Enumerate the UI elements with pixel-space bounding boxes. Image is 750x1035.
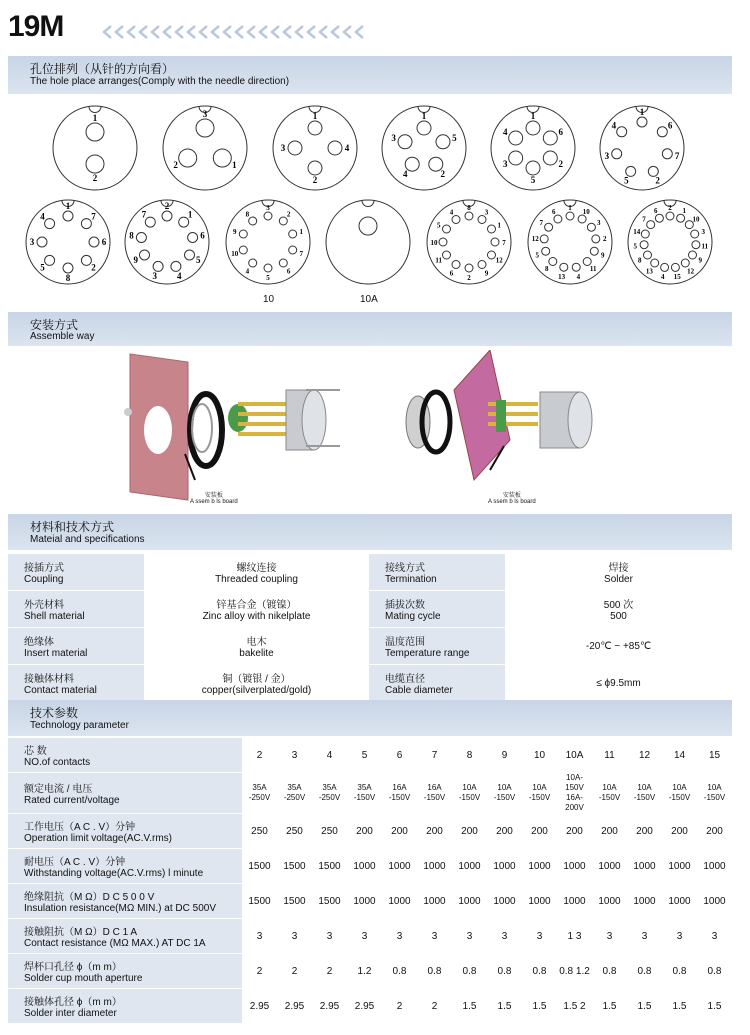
- section-title-en: Assemble way: [30, 331, 95, 342]
- svg-text:7: 7: [91, 211, 96, 222]
- svg-text:7: 7: [299, 249, 304, 258]
- tech-row: [8, 919, 732, 954]
- tech-table: [8, 738, 732, 1024]
- assembly-board-label-right: 安装板 A ssem b ls board: [488, 493, 536, 505]
- tech-value: 0.8: [592, 954, 627, 989]
- spec-value: ≤ ϕ9.5mm: [505, 665, 732, 702]
- tech-value: 1000: [627, 849, 662, 884]
- tech-value: 200: [557, 814, 592, 849]
- pin-layout-2-3: [224, 198, 312, 291]
- svg-text:3: 3: [29, 237, 35, 247]
- svg-text:2: 2: [312, 175, 318, 185]
- svg-text:7: 7: [674, 151, 680, 161]
- svg-text:15: 15: [673, 273, 681, 282]
- pin-layout-2-6: [526, 198, 614, 291]
- tech-value: 10A -150V: [487, 773, 522, 814]
- tech-value: 8: [452, 738, 487, 773]
- tech-value: 12: [627, 738, 662, 773]
- tech-value: 1500: [312, 849, 347, 884]
- tech-value: 10A -150V: [627, 773, 662, 814]
- section-material: [8, 514, 732, 550]
- tech-value: 1.5: [697, 989, 732, 1024]
- tech-value: 200: [592, 814, 627, 849]
- pin-layout-2-5: [425, 198, 513, 291]
- svg-text:10: 10: [231, 249, 239, 258]
- tech-value: 3: [592, 919, 627, 954]
- svg-text:6: 6: [286, 267, 291, 276]
- tech-value: 3: [627, 919, 662, 954]
- tech-value: 2: [312, 954, 347, 989]
- tech-value: 200: [382, 814, 417, 849]
- svg-text:4: 4: [611, 120, 617, 131]
- tech-value: 3: [452, 919, 487, 954]
- tech-value: 3: [417, 919, 452, 954]
- pin-layout-2-2: [123, 198, 211, 291]
- spec-value: 500 次 500: [505, 591, 732, 628]
- tech-param-label: 工作电压（A C . V）分钟 Operation limit voltage(AC.V.rms): [8, 814, 242, 849]
- tech-value: 3: [277, 919, 312, 954]
- tech-param-label: 焊杯口孔径 ϕ（m m） Solder cup mouth aperture: [8, 954, 242, 989]
- svg-text:1: 1: [421, 111, 427, 121]
- svg-text:12: 12: [531, 234, 539, 243]
- pin-layout-2-7: [626, 198, 714, 291]
- tech-value: 200: [452, 814, 487, 849]
- tech-value: 35A -250V: [277, 773, 312, 814]
- assembly-illustration-right: [400, 350, 620, 510]
- tech-value: 200: [347, 814, 382, 849]
- svg-text:8: 8: [65, 273, 71, 283]
- svg-text:8: 8: [129, 230, 134, 241]
- svg-text:3: 3: [597, 219, 601, 228]
- svg-text:4: 4: [660, 273, 665, 282]
- tech-value: 35A -150V: [347, 773, 382, 814]
- svg-text:7: 7: [502, 239, 506, 247]
- tech-value: 1.5: [452, 989, 487, 1024]
- svg-text:6: 6: [551, 208, 556, 216]
- tech-value: 250: [312, 814, 347, 849]
- tech-value: 1000: [662, 849, 697, 884]
- tech-value: 10A -150V: [522, 773, 557, 814]
- section-hole-arrangement: [8, 56, 732, 94]
- tech-value: 250: [242, 814, 277, 849]
- tech-value: 1000: [627, 884, 662, 919]
- svg-text:8: 8: [245, 210, 250, 219]
- svg-text:2: 2: [655, 175, 660, 186]
- spec-value: 锌基合金（镀镍） Zinc alloy with nikelplate: [144, 591, 369, 628]
- tech-row: [8, 738, 732, 773]
- svg-text:3: 3: [391, 133, 396, 144]
- svg-text:2: 2: [286, 210, 291, 219]
- tech-value: 9: [487, 738, 522, 773]
- tech-value: 1.5: [627, 989, 662, 1024]
- svg-text:4: 4: [503, 127, 508, 137]
- svg-text:5: 5: [633, 242, 637, 251]
- section-title-en: Mateial and specifications: [30, 534, 145, 545]
- svg-text:9: 9: [232, 228, 237, 237]
- tech-value: 1000: [487, 884, 522, 919]
- pin-layout-2-4: [324, 198, 412, 291]
- spec-label: 外壳材料 Shell material: [8, 591, 144, 628]
- tech-value: 3: [277, 738, 312, 773]
- svg-text:11: 11: [701, 242, 709, 251]
- tech-value: 0.8: [522, 954, 557, 989]
- spec-value: 铜（镀银 / 金） copper(silverplated/gold): [144, 665, 369, 702]
- tech-row: [8, 954, 732, 989]
- assembly-board-label-left: 安装板 A ssem b ls board: [190, 493, 238, 505]
- tech-value: 1000: [452, 884, 487, 919]
- spec-row: [8, 665, 732, 702]
- pin-layout-1-3: [271, 104, 359, 197]
- tech-value: 200: [697, 814, 732, 849]
- svg-text:3: 3: [484, 208, 489, 217]
- tech-value: 1000: [347, 849, 382, 884]
- svg-text:1: 1: [299, 228, 304, 237]
- tech-value: 7: [417, 738, 452, 773]
- tech-value: 1 3: [557, 919, 592, 954]
- tech-value: 0.8: [627, 954, 662, 989]
- tech-value: 1000: [417, 849, 452, 884]
- tech-value: 4: [312, 738, 347, 773]
- tech-value: 3: [242, 919, 277, 954]
- svg-text:2: 2: [668, 204, 672, 212]
- section-title-cn: 技术参数: [30, 706, 79, 720]
- svg-text:3: 3: [152, 270, 157, 281]
- svg-text:1: 1: [232, 160, 237, 170]
- svg-text:6: 6: [654, 207, 658, 215]
- svg-text:9: 9: [698, 256, 703, 265]
- spec-row: [8, 591, 732, 628]
- tech-value: 0.8: [417, 954, 452, 989]
- tech-value: 3: [487, 919, 522, 954]
- svg-text:6: 6: [667, 120, 673, 131]
- tech-value: 2: [277, 954, 312, 989]
- spec-label: 绝缘体 Insert material: [8, 628, 144, 665]
- tech-value: 1500: [312, 884, 347, 919]
- svg-text:7: 7: [642, 215, 646, 224]
- svg-text:5: 5: [452, 133, 457, 144]
- tech-value: 200: [522, 814, 557, 849]
- tech-param-label: 接触体孔径 ϕ（m m） Solder inter diameter: [8, 989, 242, 1024]
- spec-label: 接线方式 Termination: [369, 554, 505, 591]
- tech-value: 0.8: [662, 954, 697, 989]
- svg-text:12: 12: [495, 256, 503, 265]
- svg-text:2: 2: [164, 201, 170, 211]
- svg-text:1: 1: [682, 207, 686, 215]
- section-title-en: Technology parameter: [30, 720, 129, 731]
- svg-text:4: 4: [245, 267, 250, 276]
- tech-value: 16A -150V: [417, 773, 452, 814]
- tech-value: 1.5 2: [557, 989, 592, 1024]
- svg-text:5: 5: [40, 262, 45, 273]
- svg-text:13: 13: [645, 267, 653, 276]
- chevron-decoration: [100, 24, 370, 40]
- tech-value: 3: [522, 919, 557, 954]
- svg-text:4: 4: [40, 211, 45, 222]
- section-title-en: The hole place arranges(Comply with the needle direction): [30, 76, 290, 87]
- svg-text:10: 10: [582, 208, 590, 216]
- spec-value: 螺纹连接 Threaded coupling: [144, 554, 369, 591]
- tech-row: [8, 884, 732, 919]
- tech-value: 0.8: [382, 954, 417, 989]
- tech-value: 1.2: [347, 954, 382, 989]
- svg-text:1: 1: [530, 111, 536, 121]
- svg-text:3: 3: [701, 228, 706, 237]
- tech-value: 3: [312, 919, 347, 954]
- tech-value: 2: [242, 954, 277, 989]
- tech-value: 10A -150V: [662, 773, 697, 814]
- pin-layouts: [0, 96, 750, 311]
- spec-value: 焊接 Solder: [505, 554, 732, 591]
- svg-text:4: 4: [344, 143, 350, 153]
- tech-value: 11: [592, 738, 627, 773]
- tech-value: 1.5: [522, 989, 557, 1024]
- svg-text:4: 4: [449, 208, 454, 217]
- section-title-cn: 孔位排列（从针的方向看）: [30, 62, 175, 76]
- svg-text:1: 1: [639, 107, 645, 117]
- tech-row: [8, 773, 732, 814]
- tech-value: 1000: [347, 884, 382, 919]
- pin-layout-1-2: [161, 104, 249, 197]
- tech-param-label: 芯 数 NO.of contacts: [8, 738, 242, 773]
- tech-value: 1000: [697, 884, 732, 919]
- svg-text:1: 1: [65, 201, 71, 211]
- svg-text:11: 11: [435, 256, 443, 265]
- tech-value: 0.8: [452, 954, 487, 989]
- tech-value: 1000: [697, 849, 732, 884]
- tech-value: 0.8 1.2: [557, 954, 592, 989]
- tech-value: 1000: [382, 884, 417, 919]
- tech-value: 2.95: [312, 989, 347, 1024]
- pin-layout-2-1: [24, 198, 112, 291]
- spec-row: [8, 628, 732, 665]
- tech-value: 10A -150V: [452, 773, 487, 814]
- tech-value: 10A-150V 16A-200V: [557, 773, 592, 814]
- tech-value: 1000: [452, 849, 487, 884]
- svg-text:11: 11: [589, 265, 597, 274]
- tech-value: 3: [662, 919, 697, 954]
- tech-value: 250: [277, 814, 312, 849]
- svg-text:12: 12: [687, 267, 695, 276]
- pin-layout-1-6: [598, 104, 686, 197]
- tech-value: 3: [347, 919, 382, 954]
- tech-value: 0.8: [697, 954, 732, 989]
- tech-value: 1500: [242, 849, 277, 884]
- svg-text:5: 5: [195, 255, 201, 265]
- svg-text:9: 9: [600, 251, 605, 260]
- svg-text:1: 1: [568, 204, 572, 212]
- tech-value: 1500: [277, 884, 312, 919]
- spec-label: 插拔次数 Mating cycle: [369, 591, 505, 628]
- svg-text:1: 1: [497, 221, 502, 230]
- tech-value: 1000: [557, 849, 592, 884]
- svg-text:5: 5: [266, 274, 270, 282]
- svg-text:9: 9: [484, 269, 489, 278]
- tech-value: 2: [382, 989, 417, 1024]
- spec-value: 电木 bakelite: [144, 628, 369, 665]
- svg-text:1: 1: [92, 113, 98, 123]
- svg-text:4: 4: [576, 273, 581, 281]
- svg-text:7: 7: [141, 209, 147, 220]
- tech-row: [8, 849, 732, 884]
- tech-value: 35A -250V: [242, 773, 277, 814]
- svg-text:3: 3: [280, 143, 286, 153]
- tech-value: 1000: [557, 884, 592, 919]
- tech-param-label: 接触阻抗（M Ω）D C 1 A Contact resistance (MΩ MAX.) AT DC 1A: [8, 919, 242, 954]
- section-assemble: [8, 312, 732, 346]
- tech-value: 15: [697, 738, 732, 773]
- tech-value: 35A -250V: [312, 773, 347, 814]
- tech-value: 200: [487, 814, 522, 849]
- svg-text:8: 8: [637, 256, 642, 265]
- spec-value: -20℃ ~ +85℃: [505, 628, 732, 665]
- tech-value: 1500: [277, 849, 312, 884]
- svg-text:6: 6: [449, 269, 454, 278]
- tech-value: 1000: [417, 884, 452, 919]
- tech-value: 2.95: [277, 989, 312, 1024]
- svg-text:3: 3: [202, 109, 208, 119]
- tech-value: 5: [347, 738, 382, 773]
- svg-text:3: 3: [503, 159, 508, 169]
- svg-text:2: 2: [440, 168, 446, 179]
- svg-text:2: 2: [467, 274, 471, 282]
- svg-text:7: 7: [539, 219, 543, 228]
- svg-text:5: 5: [624, 175, 629, 186]
- tech-value: 1.5: [487, 989, 522, 1024]
- tech-value: 3: [382, 919, 417, 954]
- tech-value: 1500: [242, 884, 277, 919]
- svg-text:5: 5: [535, 251, 540, 260]
- pin-layout-1-5: [489, 104, 577, 197]
- svg-text:8: 8: [545, 265, 549, 274]
- section-title-cn: 安装方式: [30, 318, 79, 332]
- svg-text:6: 6: [200, 230, 205, 241]
- svg-text:10: 10: [692, 215, 700, 224]
- svg-text:4: 4: [402, 168, 408, 179]
- tech-value: 10: [522, 738, 557, 773]
- svg-text:2: 2: [91, 262, 96, 273]
- svg-text:2: 2: [92, 173, 98, 183]
- tech-row: [8, 814, 732, 849]
- tech-value: 2.95: [242, 989, 277, 1024]
- tech-value: 1000: [487, 849, 522, 884]
- spec-label: 接插方式 Coupling: [8, 554, 144, 591]
- tech-value: 6: [382, 738, 417, 773]
- tech-param-label: 额定电流 / 电压 Rated current/voltage: [8, 773, 242, 814]
- assembly-illustration-left: [110, 350, 350, 510]
- tech-value: 2.95: [347, 989, 382, 1024]
- spec-row: [8, 554, 732, 591]
- svg-text:5: 5: [436, 221, 441, 230]
- svg-text:8: 8: [467, 204, 471, 212]
- svg-text:3: 3: [604, 151, 610, 161]
- tech-value: 1000: [662, 884, 697, 919]
- svg-text:14: 14: [633, 228, 641, 237]
- spec-table: [8, 554, 732, 702]
- svg-text:5: 5: [530, 175, 536, 185]
- tech-row: [8, 989, 732, 1024]
- tech-value: 200: [662, 814, 697, 849]
- spec-label: 接触体材料 Contact material: [8, 665, 144, 702]
- svg-text:13: 13: [558, 273, 566, 281]
- spec-label: 电缆直径 Cable diameter: [369, 665, 505, 702]
- tech-value: 1.5: [592, 989, 627, 1024]
- spec-label: 温度范围 Temperature range: [369, 628, 505, 665]
- tech-param-label: 绝缘阻抗（M Ω）D C 5 0 0 V Insulation resistance(MΩ MIN.) at DC 500V: [8, 884, 242, 919]
- svg-text:1: 1: [187, 209, 193, 220]
- layout-caption-10: 10: [263, 294, 275, 305]
- page-title: 19M: [8, 10, 64, 43]
- tech-value: 1000: [592, 884, 627, 919]
- svg-text:1: 1: [312, 111, 318, 121]
- tech-value: 10A -150V: [697, 773, 732, 814]
- tech-value: 2: [417, 989, 452, 1024]
- svg-text:2: 2: [173, 160, 178, 170]
- svg-text:9: 9: [133, 255, 139, 265]
- section-title-cn: 材料和技术方式: [30, 520, 115, 534]
- svg-text:3: 3: [266, 204, 270, 212]
- tech-value: 0.8: [487, 954, 522, 989]
- svg-text:6: 6: [558, 127, 563, 137]
- layout-caption-10a: 10A: [360, 294, 378, 305]
- tech-value: 1000: [382, 849, 417, 884]
- section-tech: [8, 700, 732, 736]
- tech-value: 10A -150V: [592, 773, 627, 814]
- tech-value: 1.5: [662, 989, 697, 1024]
- tech-value: 1000: [522, 849, 557, 884]
- tech-value: 200: [627, 814, 662, 849]
- svg-text:2: 2: [602, 234, 607, 243]
- tech-value: 14: [662, 738, 697, 773]
- svg-text:6: 6: [101, 237, 107, 247]
- tech-param-label: 耐电压（A C . V）分钟 Withstanding voltage(AC.V.rms) l minute: [8, 849, 242, 884]
- svg-text:10: 10: [430, 239, 438, 247]
- pin-layout-1-1: [51, 104, 139, 197]
- tech-value: 16A -150V: [382, 773, 417, 814]
- pin-layout-1-4: [380, 104, 468, 197]
- tech-value: 1000: [592, 849, 627, 884]
- tech-value: 2: [242, 738, 277, 773]
- tech-value: 10A: [557, 738, 592, 773]
- svg-text:4: 4: [177, 270, 182, 281]
- tech-value: 200: [417, 814, 452, 849]
- tech-value: 3: [697, 919, 732, 954]
- svg-text:2: 2: [558, 159, 563, 169]
- tech-value: 1000: [522, 884, 557, 919]
